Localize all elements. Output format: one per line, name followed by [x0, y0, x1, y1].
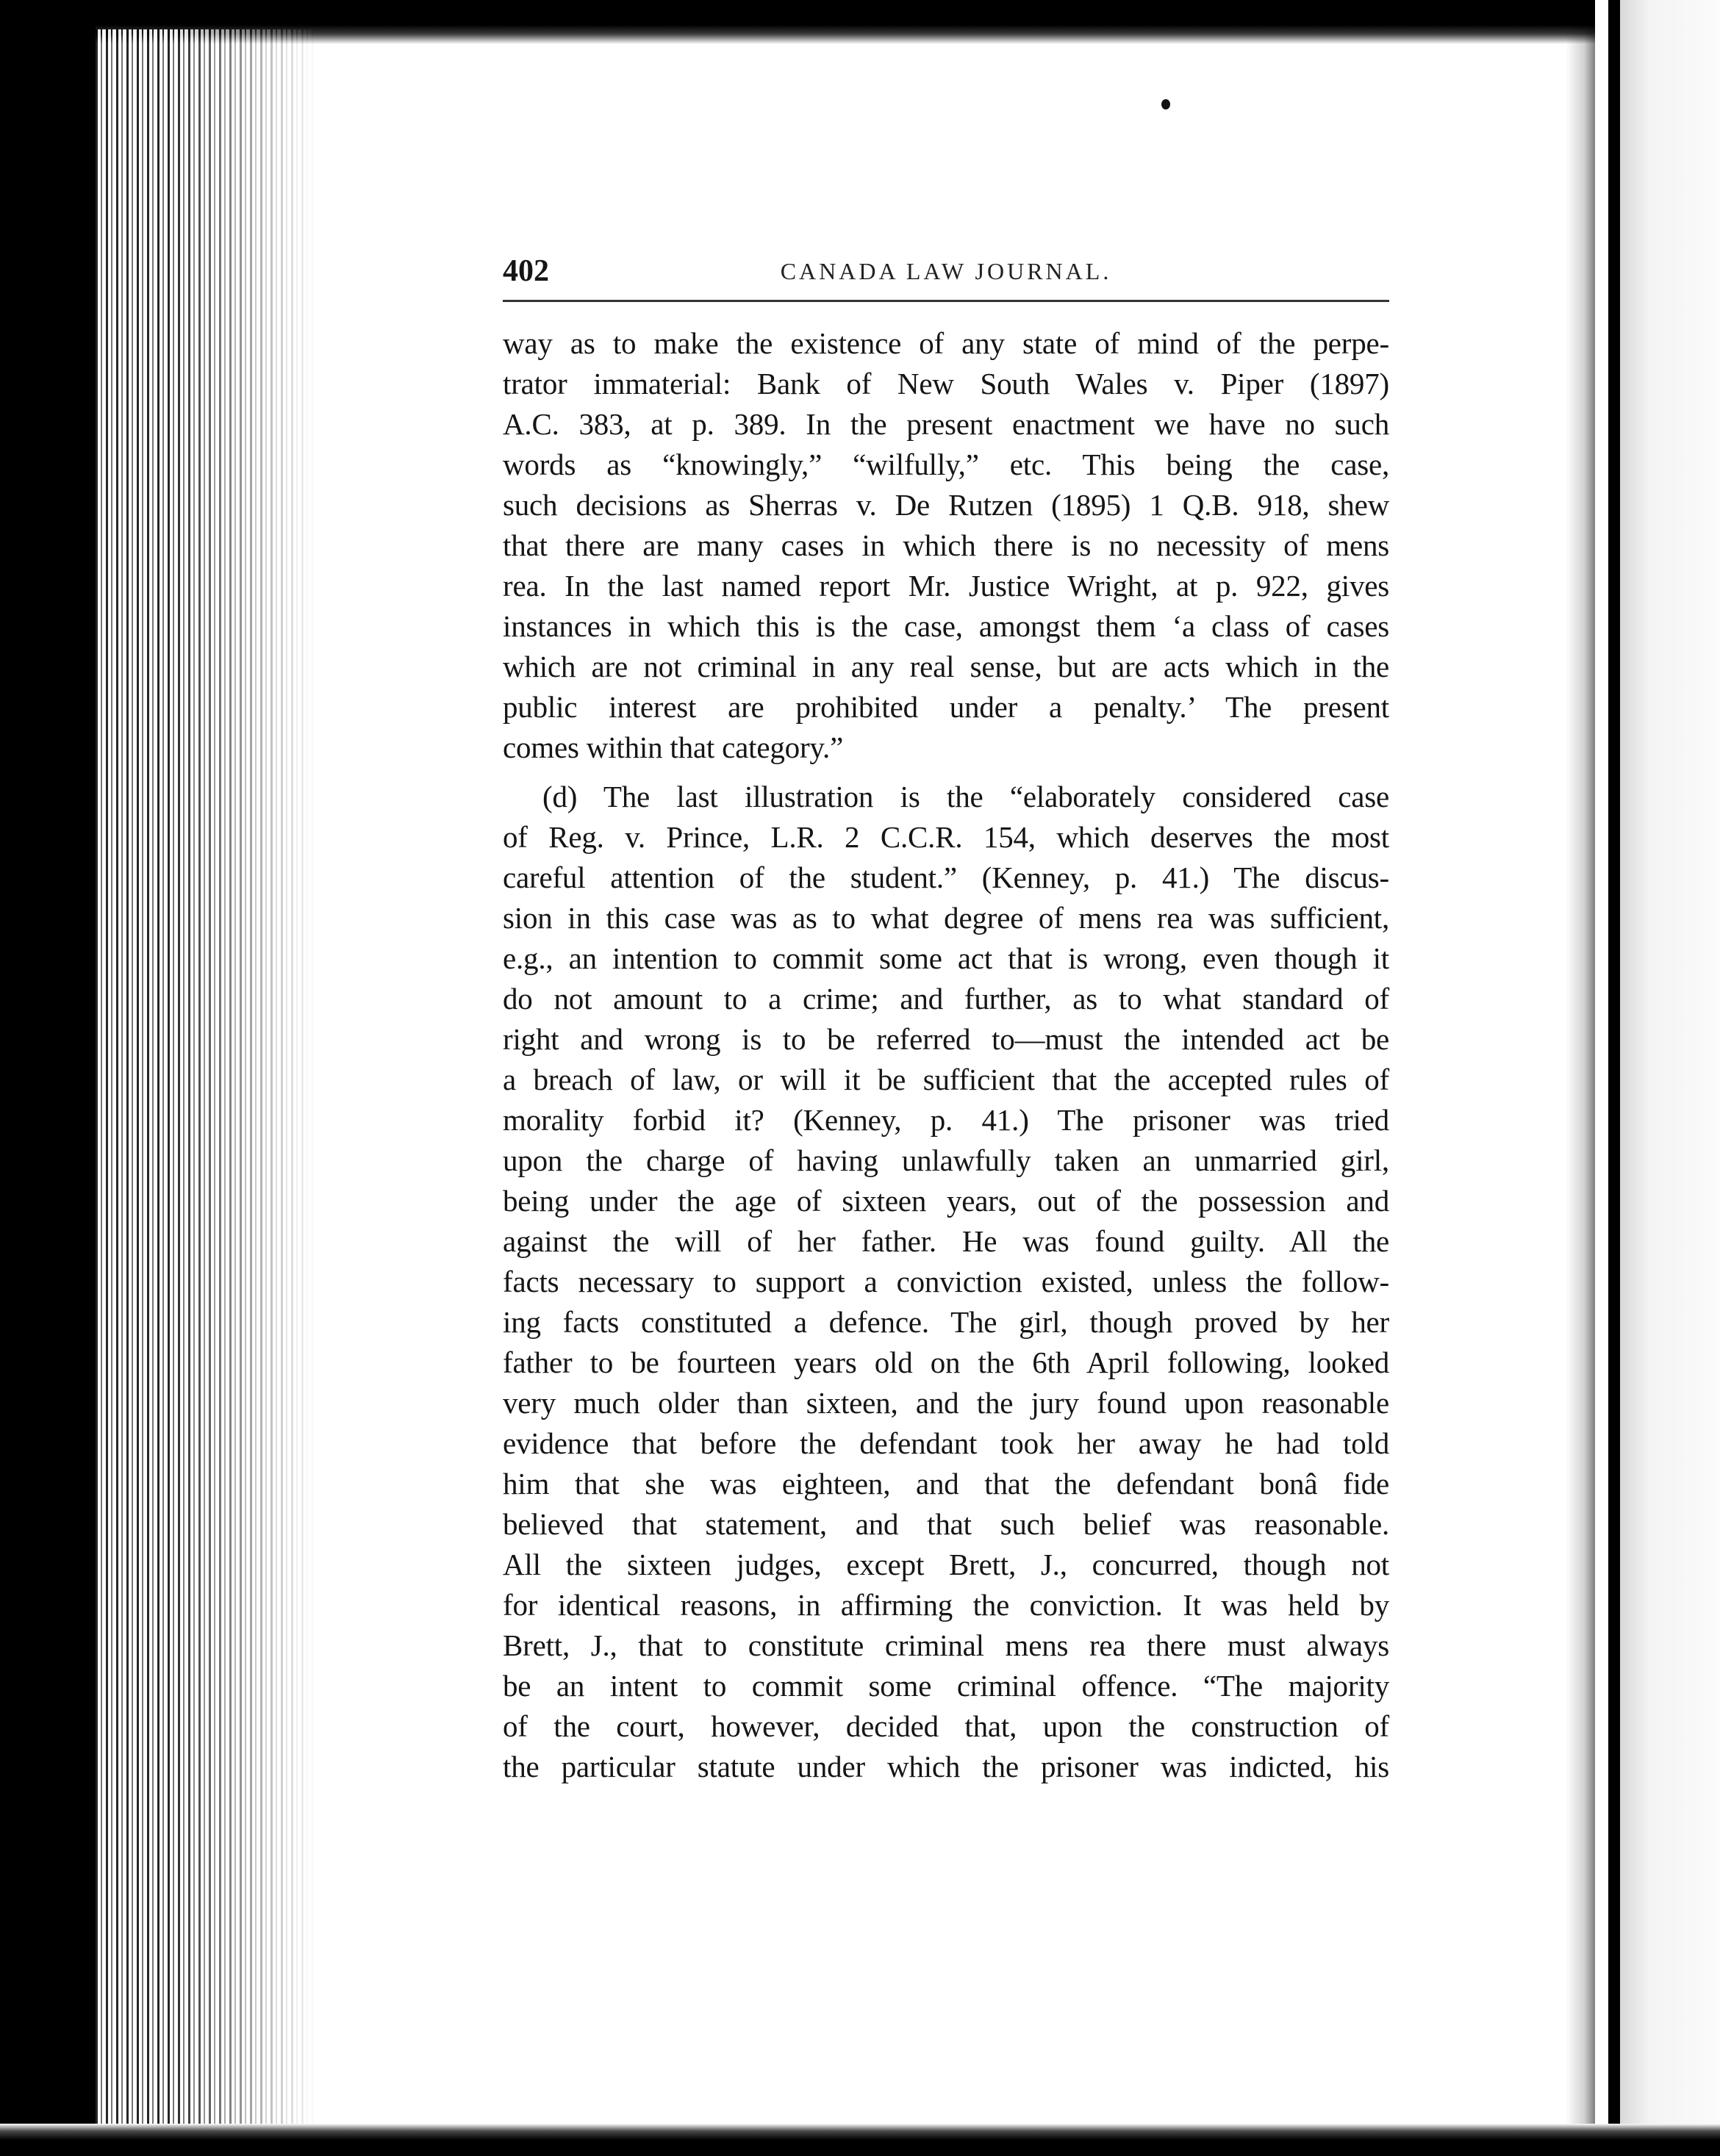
running-head [503, 247, 1389, 295]
text-line: (d) The last illustration is the “elaborately considered case [542, 780, 1389, 813]
text-line: sion in this case was as to what degree of mens rea was sufficient, [503, 901, 1389, 935]
scan-border-bottom [0, 2124, 1720, 2156]
paragraph-2 [503, 777, 1389, 1787]
book-page-edges [96, 29, 316, 2131]
text-line: the particular statute under which the prisoner was indicted, his [503, 1750, 1389, 1783]
text-line: for identical reasons, in affirming the conviction. It was held by [503, 1588, 1389, 1622]
text-line: which are not criminal in any real sense, but are acts which in the [503, 650, 1389, 683]
text-line: ing facts constituted a defence. The girl, though proved by her [503, 1305, 1389, 1339]
text-line: words as “knowingly,” “wilfully,” etc. This being the case, [503, 448, 1389, 481]
text-line: him that she was eighteen, and that the defendant bonâ fide [503, 1467, 1389, 1501]
text-line: of the court, however, decided that, upon the construction of [503, 1709, 1389, 1743]
scan-border-left [0, 0, 96, 2156]
journal-title: CANADA LAW JOURNAL. [780, 258, 1112, 284]
text-line: rea. In the last named report Mr. Justice Wright, at p. 922, gives [503, 569, 1389, 603]
text-line: right and wrong is to be referred to—must the intended act be [503, 1022, 1389, 1056]
page-gutter-shadow [1566, 0, 1597, 2156]
text-line: A.C. 383, at p. 389. In the present enactment we have no such [503, 407, 1389, 441]
text-line: upon the charge of having unlawfully taken an unmarried girl, [503, 1143, 1389, 1177]
text-line: Brett, J., that to constitute criminal mens rea there must always [503, 1628, 1389, 1662]
text-line: against the will of her father. He was found guilty. All the [503, 1224, 1389, 1258]
body-text [503, 323, 1389, 1787]
text-line: be an intent to commit some criminal offence. “The majority [503, 1669, 1389, 1703]
text-line: trator immaterial: Bank of New South Wales v. Piper (1897) [503, 367, 1389, 400]
text-line: careful attention of the student.” (Kenney, p. 41.) The discus- [503, 860, 1389, 894]
text-line: comes within that category.” [503, 730, 844, 764]
text-line: e.g., an intention to commit some act that is wrong, even though it [503, 941, 1389, 975]
text-line: public interest are prohibited under a penalty.’ The present [503, 690, 1389, 724]
facing-page-edge [1620, 0, 1720, 2156]
text-line: such decisions as Sherras v. De Rutzen (1895) 1 Q.B. 918, shew [503, 488, 1389, 522]
page-right-margin [1595, 0, 1608, 2156]
text-line: very much older than sixteen, and the jury found upon reasonable [503, 1386, 1389, 1420]
text-line: of Reg. v. Prince, L.R. 2 C.C.R. 154, which deserves the most [503, 820, 1389, 854]
text-line: way as to make the existence of any state of mind of the perpe- [503, 326, 1389, 360]
text-line: a breach of law, or will it be sufficient that the accepted rules of [503, 1063, 1389, 1096]
text-line: All the sixteen judges, except Brett, J., concurred, though not [503, 1548, 1389, 1581]
text-line: being under the age of sixteen years, out of the possession and [503, 1184, 1389, 1218]
text-line: instances in which this is the case, amongst them ‘a class of cases [503, 609, 1389, 643]
text-line: morality forbid it? (Kenney, p. 41.) The prisoner was tried [503, 1103, 1389, 1137]
page-number: 402 [503, 254, 549, 288]
ink-speck [1161, 99, 1170, 109]
scan-border-right [1608, 0, 1620, 2156]
text-line: do not amount to a crime; and further, as to what standard of [503, 982, 1389, 1016]
header-rule [503, 300, 1389, 302]
text-line: believed that statement, and that such belief was reasonable. [503, 1507, 1389, 1541]
text-line: evidence that before the defendant took her away he had told [503, 1426, 1389, 1460]
text-line: facts necessary to support a conviction existed, unless the follow- [503, 1265, 1389, 1298]
paragraph-1 [503, 323, 1389, 768]
text-line: that there are many cases in which there is no necessity of mens [503, 528, 1389, 562]
text-line: father to be fourteen years old on the 6th April following, looked [503, 1345, 1389, 1379]
